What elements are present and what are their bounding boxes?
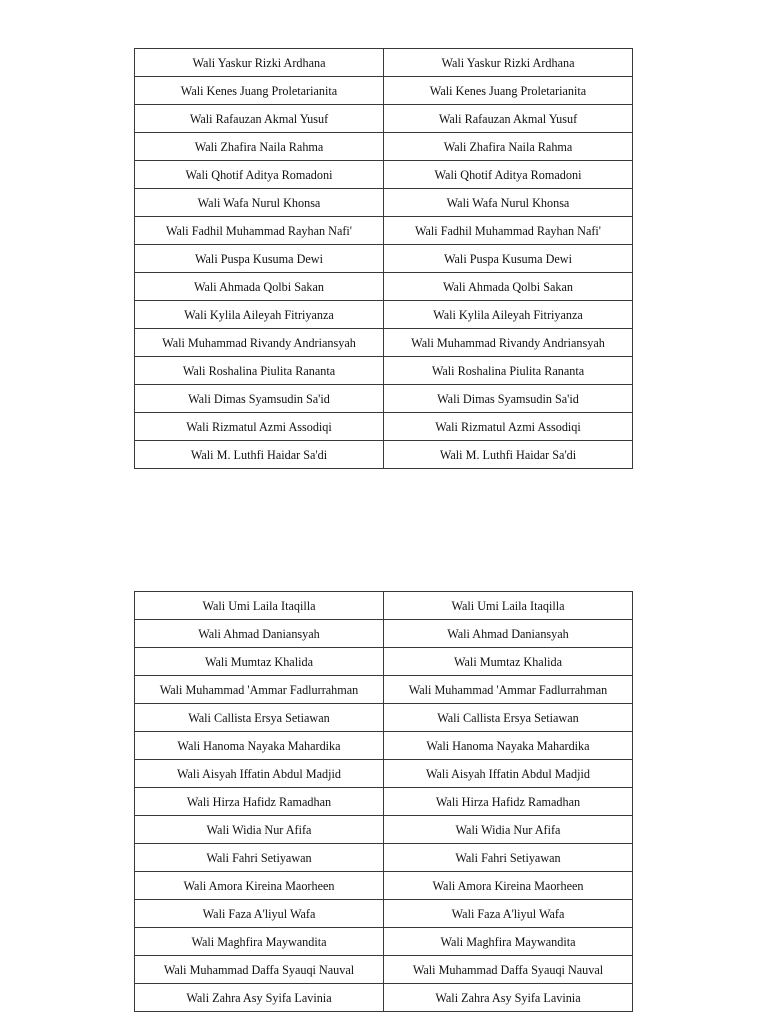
table-row: [135, 956, 633, 984]
table-row: [135, 385, 633, 413]
name-cell-right: Wali M. Luthfi Haidar Sa'di: [384, 441, 633, 469]
name-cell-left: Wali Maghfira Maywandita: [135, 928, 384, 956]
table-row: [135, 900, 633, 928]
name-cell-right: Wali Yaskur Rizki Ardhana: [384, 49, 633, 77]
name-cell-right: Wali Muhammad 'Ammar Fadlurrahman: [384, 676, 633, 704]
name-cell-left: Wali Qhotif Aditya Romadoni: [135, 161, 384, 189]
name-cell-left: Wali Hanoma Nayaka Mahardika: [135, 732, 384, 760]
name-cell-left: Wali Zhafira Naila Rahma: [135, 133, 384, 161]
table-row: [135, 329, 633, 357]
table-row: [135, 161, 633, 189]
table-row: [135, 676, 633, 704]
table-row: [135, 357, 633, 385]
name-cell-right: Wali Umi Laila Itaqilla: [384, 592, 633, 620]
name-cell-left: Wali Umi Laila Itaqilla: [135, 592, 384, 620]
table-row: [135, 105, 633, 133]
name-cell-left: Wali Puspa Kusuma Dewi: [135, 245, 384, 273]
name-cell-right: Wali Aisyah Iffatin Abdul Madjid: [384, 760, 633, 788]
table-row: [135, 732, 633, 760]
name-cell-right: Wali Rizmatul Azmi Assodiqi: [384, 413, 633, 441]
name-cell-right: Wali Zhafira Naila Rahma: [384, 133, 633, 161]
table-row: [135, 273, 633, 301]
name-cell-left: Wali Aisyah Iffatin Abdul Madjid: [135, 760, 384, 788]
name-cell-left: Wali Fahri Setiyawan: [135, 844, 384, 872]
table-row: [135, 413, 633, 441]
name-cell-right: Wali Faza A'liyul Wafa: [384, 900, 633, 928]
name-cell-left: Wali Muhammad 'Ammar Fadlurrahman: [135, 676, 384, 704]
name-cell-left: Wali Zahra Asy Syifa Lavinia: [135, 984, 384, 1012]
table-row: [135, 648, 633, 676]
name-cell-right: Wali Widia Nur Afifa: [384, 816, 633, 844]
table-row: [135, 217, 633, 245]
name-cell-right: Wali Puspa Kusuma Dewi: [384, 245, 633, 273]
table-row: [135, 301, 633, 329]
name-cell-left: Wali Rafauzan Akmal Yusuf: [135, 105, 384, 133]
name-cell-right: Wali Muhammad Rivandy Andriansyah: [384, 329, 633, 357]
name-cell-left: Wali Kenes Juang Proletarianita: [135, 77, 384, 105]
name-table-1-body: [135, 49, 633, 469]
table-row: [135, 189, 633, 217]
name-cell-left: Wali Fadhil Muhammad Rayhan Nafi': [135, 217, 384, 245]
table-row: [135, 984, 633, 1012]
name-cell-left: Wali Ahmada Qolbi Sakan: [135, 273, 384, 301]
table-row: [135, 704, 633, 732]
name-table-2-body: [135, 592, 633, 1012]
name-cell-right: Wali Dimas Syamsudin Sa'id: [384, 385, 633, 413]
name-cell-right: Wali Hanoma Nayaka Mahardika: [384, 732, 633, 760]
name-cell-right: Wali Kenes Juang Proletarianita: [384, 77, 633, 105]
table-row: [135, 620, 633, 648]
table-row: [135, 928, 633, 956]
name-cell-right: Wali Muhammad Daffa Syauqi Nauval: [384, 956, 633, 984]
name-cell-right: Wali Wafa Nurul Khonsa: [384, 189, 633, 217]
name-cell-left: Wali Muhammad Daffa Syauqi Nauval: [135, 956, 384, 984]
table-row: [135, 760, 633, 788]
table-row: [135, 872, 633, 900]
name-cell-right: Wali Zahra Asy Syifa Lavinia: [384, 984, 633, 1012]
name-cell-left: Wali Mumtaz Khalida: [135, 648, 384, 676]
table-row: [135, 592, 633, 620]
table-row: [135, 816, 633, 844]
name-cell-left: Wali Faza A'liyul Wafa: [135, 900, 384, 928]
name-cell-right: Wali Maghfira Maywandita: [384, 928, 633, 956]
name-cell-right: Wali Fadhil Muhammad Rayhan Nafi': [384, 217, 633, 245]
name-cell-left: Wali Kylila Aileyah Fitriyanza: [135, 301, 384, 329]
name-cell-right: Wali Rafauzan Akmal Yusuf: [384, 105, 633, 133]
name-table-1: [134, 48, 633, 469]
name-cell-left: Wali Hirza Hafidz Ramadhan: [135, 788, 384, 816]
name-cell-right: Wali Ahmad Daniansyah: [384, 620, 633, 648]
table-row: [135, 133, 633, 161]
name-cell-left: Wali M. Luthfi Haidar Sa'di: [135, 441, 384, 469]
name-cell-left: Wali Rizmatul Azmi Assodiqi: [135, 413, 384, 441]
name-cell-right: Wali Callista Ersya Setiawan: [384, 704, 633, 732]
name-cell-left: Wali Roshalina Piulita Rananta: [135, 357, 384, 385]
name-cell-right: Wali Amora Kireina Maorheen: [384, 872, 633, 900]
name-cell-right: Wali Hirza Hafidz Ramadhan: [384, 788, 633, 816]
name-cell-right: Wali Ahmada Qolbi Sakan: [384, 273, 633, 301]
name-cell-right: Wali Qhotif Aditya Romadoni: [384, 161, 633, 189]
name-cell-left: Wali Ahmad Daniansyah: [135, 620, 384, 648]
name-cell-right: Wali Kylila Aileyah Fitriyanza: [384, 301, 633, 329]
name-cell-left: Wali Yaskur Rizki Ardhana: [135, 49, 384, 77]
name-cell-right: Wali Mumtaz Khalida: [384, 648, 633, 676]
table-row: [135, 788, 633, 816]
table-row: [135, 77, 633, 105]
name-cell-right: Wali Fahri Setiyawan: [384, 844, 633, 872]
name-cell-left: Wali Widia Nur Afifa: [135, 816, 384, 844]
table-row: [135, 49, 633, 77]
table-row: [135, 245, 633, 273]
table-row: [135, 844, 633, 872]
name-cell-left: Wali Callista Ersya Setiawan: [135, 704, 384, 732]
table-row: [135, 441, 633, 469]
name-cell-left: Wali Muhammad Rivandy Andriansyah: [135, 329, 384, 357]
name-cell-left: Wali Wafa Nurul Khonsa: [135, 189, 384, 217]
name-cell-right: Wali Roshalina Piulita Rananta: [384, 357, 633, 385]
name-table-2: [134, 591, 633, 1012]
name-cell-left: Wali Dimas Syamsudin Sa'id: [135, 385, 384, 413]
name-cell-left: Wali Amora Kireina Maorheen: [135, 872, 384, 900]
